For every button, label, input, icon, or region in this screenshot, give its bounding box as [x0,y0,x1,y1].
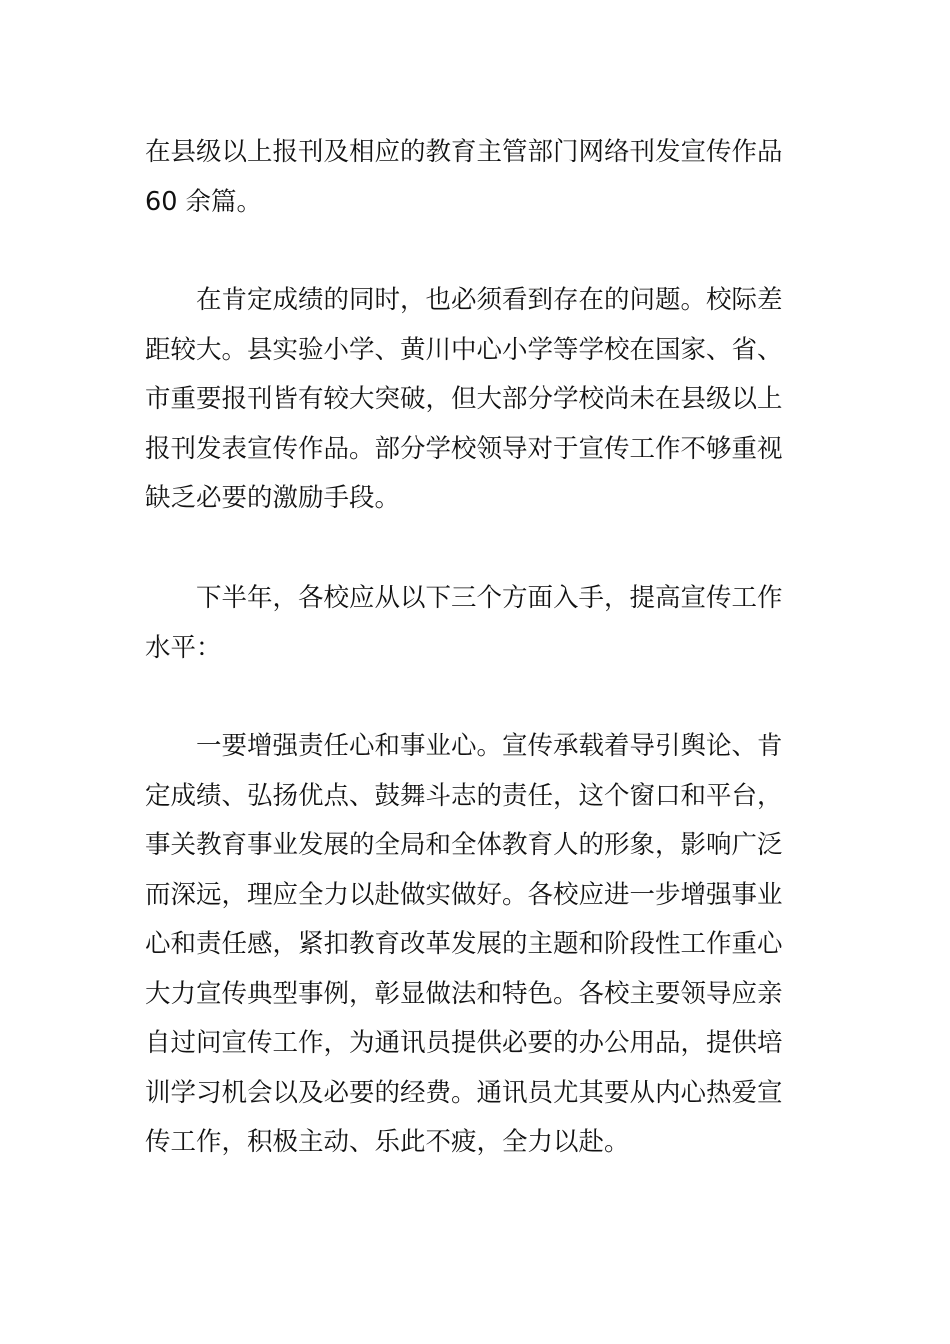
text-line: 距较大。县实验小学、黄川中心小学等学校在国家、省、 [145,334,783,365]
paragraph-problems [145,276,810,524]
text-line: 下半年，各校应从以下三个方面入手，提高宣传工作 [196,583,783,613]
text-line: 在县级以上报刊及相应的教育主管部门网络刊发宣传作品 [145,137,783,167]
text-line: 定成绩、弘扬优点、鼓舞斗志的责任，这个窗口和平台， [145,780,783,811]
paragraph-continued [145,128,810,227]
text-line: 一要增强责任心和事业心。宣传承载着导引舆论、肯 [196,731,783,761]
text-line: 事关教育事业发展的全局和全体教育人的形象，影响广泛 [145,830,783,860]
text-line: 大力宣传典型事例，彰显做法和特色。各校主要领导应亲 [145,978,783,1009]
paragraph-second-half [145,574,810,673]
text-line: 自过问宣传工作，为通讯员提供必要的办公用品，提供培 [145,1028,783,1058]
text-line: 心和责任感，紧扣教育改革发展的主题和阶段性工作重心 [145,929,783,959]
text-line: 水平： [145,632,222,663]
text-line: 市重要报刊皆有较大突破，但大部分学校尚未在县级以上 [145,384,783,414]
text-line: 缺乏必要的激励手段。 [145,483,401,513]
text-line: 而深远，理应全力以赴做实做好。各校应进一步增强事业 [145,879,783,910]
text-line: 训学习机会以及必要的经费。通讯员尤其要从内心热爱宣 [145,1077,783,1108]
paragraph-responsibility [145,722,810,1168]
text-line: 报刊发表宣传作品。部分学校领导对于宣传工作不够重视 [145,433,783,464]
text-line: 在肯定成绩的同时，也必须看到存在的问题。校际差 [196,285,783,315]
text-line: 60 余篇。 [145,186,263,217]
text-line: 传工作，积极主动、乐此不疲，全力以赴。 [145,1127,630,1157]
